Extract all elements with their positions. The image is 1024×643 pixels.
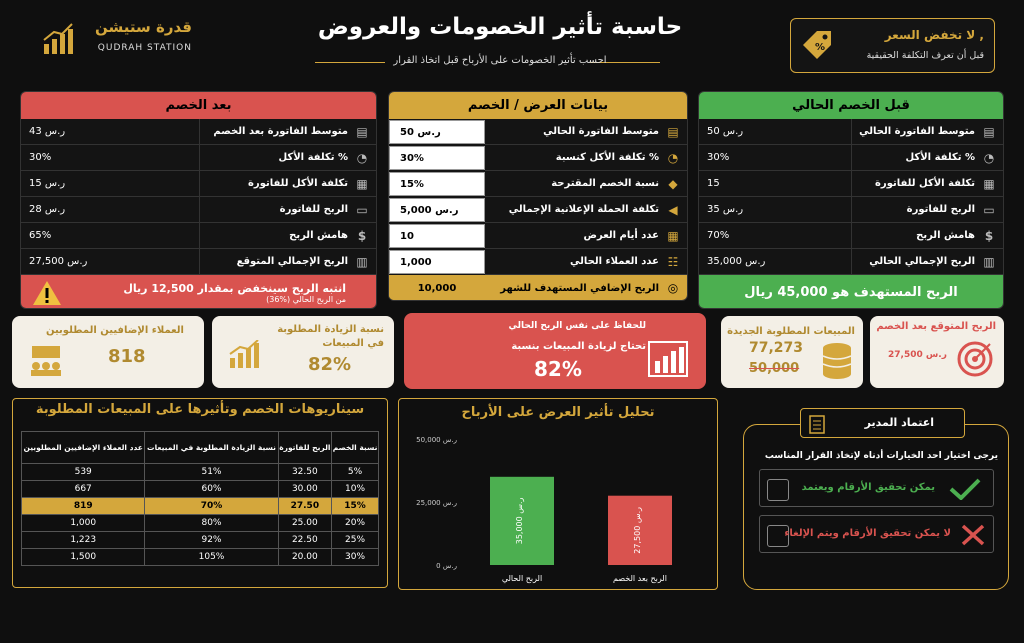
row-label: عدد العملاء الحالي	[570, 256, 659, 267]
category-label: الربح الحالي	[501, 574, 543, 583]
pie-icon: ◔	[983, 150, 995, 165]
cash-icon: ▭	[356, 202, 368, 217]
table-row	[21, 197, 376, 223]
table-cell: 32.50	[278, 464, 332, 481]
approve-checkbox[interactable]	[767, 479, 789, 501]
bars-icon: ▥	[356, 254, 368, 269]
offer-row	[389, 275, 687, 301]
offer-input[interactable]: 10	[389, 224, 485, 248]
offer-label-cell	[485, 171, 687, 197]
table-row	[21, 223, 376, 249]
megaphone-icon: ◀	[668, 202, 678, 217]
card-label: العملاء الإضافيين المطلوبين	[45, 325, 184, 336]
table-row	[21, 249, 376, 275]
column-header: الربح للفاتورة	[278, 432, 332, 464]
table-cell: 25%	[332, 532, 379, 549]
expected-profit-value: 27,500 ر.س	[888, 350, 947, 360]
pie-icon: ◔	[667, 150, 679, 165]
row-label: تكلفة الأكل %	[278, 152, 348, 163]
pie-icon: ◔	[356, 150, 368, 165]
sales-increase-value: 82%	[308, 354, 352, 375]
table-title: سيناريوهات الخصم وتأثيرها على المبيعات المطلوبة	[35, 402, 365, 417]
row-value: 28 ر.س	[29, 204, 66, 215]
row-label: الربح للفاتورة	[906, 204, 975, 215]
alert-triangle-icon	[31, 279, 63, 307]
table-header-row	[22, 432, 379, 464]
approval-title: اعتماد المدير	[864, 416, 934, 429]
panel-title: بعد الخصم	[21, 92, 376, 119]
row-label-cell	[199, 249, 377, 274]
table-cell: 667	[22, 481, 145, 498]
table-cell: 15%	[332, 498, 379, 515]
dollar-icon: $	[357, 228, 367, 243]
offer-label-cell	[485, 119, 687, 145]
table-row	[22, 481, 379, 498]
table-cell: 22.50	[278, 532, 332, 549]
column-header: عدد العملاء الإضافيين المطلوبين	[22, 432, 145, 464]
offer-label-cell	[485, 197, 687, 223]
offer-label-cell	[485, 145, 687, 171]
column-header: نسبة الزيادة المطلوبة في المبيعات	[145, 432, 278, 464]
table-cell: 1,500	[22, 549, 145, 566]
offer-input[interactable]: 10,000	[389, 276, 485, 300]
table-row	[22, 498, 379, 515]
table-row	[699, 145, 1003, 171]
approval-prompt: يرجى اختيار احد الخيارات أدناه لإتخاذ القرار المناسب	[764, 451, 998, 461]
offer-input[interactable]: 1,000	[389, 250, 485, 274]
table-cell: 5%	[332, 464, 379, 481]
offer-row	[389, 171, 687, 197]
row-value: 15	[707, 178, 720, 189]
row-label: متوسط الفاتورة بعد الخصم	[213, 126, 348, 137]
offer-input[interactable]: 5,000 ر.س	[389, 198, 485, 222]
row-value: 50 ر.س	[707, 126, 744, 137]
row-label-cell	[199, 119, 377, 144]
row-label-cell	[851, 223, 1003, 248]
page-subtitle: احسب تأثير الخصومات على الأرباح قبل اتخاذ القرار	[393, 55, 607, 66]
before-discount-panel	[698, 91, 1004, 309]
offer-label-cell	[485, 249, 687, 275]
bar-value-label: 35,000 ر.س	[515, 497, 524, 545]
invoice-icon: ▤	[667, 124, 679, 139]
invoice-icon: ▤	[356, 124, 368, 139]
table-cell: 51%	[145, 464, 278, 481]
row-value: 15 ر.س	[29, 178, 66, 189]
row-label: نسبة الخصم المقترحة	[551, 178, 659, 189]
row-value: 30%	[707, 152, 730, 163]
highlight-value: 82%	[534, 357, 582, 381]
panel-title: قبل الخصم الحالي	[699, 92, 1003, 119]
chart-icon	[648, 341, 688, 377]
extra-customers-card	[12, 316, 204, 388]
cash-icon: ▭	[983, 202, 995, 217]
bar-chart	[399, 425, 717, 589]
row-label: الربح الإجمالي المتوقع	[236, 256, 348, 267]
row-label: تكلفة الأكل كنسبة %	[555, 152, 659, 163]
page-title: حاسبة تأثير الخصومات والعروض	[317, 14, 683, 40]
table-row	[21, 145, 376, 171]
row-label: تكلفة الحملة الإعلانية الإجمالي	[508, 204, 659, 215]
scenario-table-panel	[12, 398, 388, 588]
table-cell: 819	[22, 498, 145, 515]
alert-subtitle: (36%) من الربح الحالي	[266, 294, 346, 304]
row-value: 65%	[29, 230, 52, 241]
row-label: الربح للفاتورة	[279, 204, 348, 215]
warning-subtitle: قبل أن تعرف التكلفة الحقيقية	[866, 50, 984, 61]
table-row	[699, 249, 1003, 275]
bar-value-label: 27,500 ر.س	[633, 506, 642, 554]
scenario-table	[21, 431, 379, 566]
card-label: المبيعات المطلوبة الجديدة	[727, 326, 855, 337]
category-label: الربح بعد الخصم	[613, 574, 667, 583]
offer-row	[389, 249, 687, 275]
row-label: تكلفة الأكل %	[905, 152, 975, 163]
y-tick-label: 25,000 ر.س	[416, 499, 457, 507]
clipboard-icon	[809, 414, 825, 434]
table-cell: 1,000	[22, 515, 145, 532]
table-cell: 10%	[332, 481, 379, 498]
growth-chart-icon	[42, 22, 76, 56]
table-cell: 30%	[332, 549, 379, 566]
manager-approval-panel	[743, 424, 1009, 590]
row-label: متوسط الفاتورة الحالي	[859, 126, 975, 137]
row-value: 35,000 ر.س	[707, 256, 766, 267]
offer-input[interactable]: 50 ر.س	[389, 120, 485, 144]
row-label: متوسط الفاتورة الحالي	[543, 126, 659, 137]
highlight-caption: للحفاظ على نفس الربح الحالي	[508, 321, 646, 331]
row-label: الربح الإضافي المستهدف للشهر	[500, 282, 659, 294]
row-value: 27,500 ر.س	[29, 256, 88, 267]
row-label-cell	[199, 171, 377, 196]
offer-row	[389, 145, 687, 171]
table-row	[22, 464, 379, 481]
highlight-text: تحتاج لزيادة المبيعات بنسبة	[511, 341, 646, 352]
row-label-cell	[851, 249, 1003, 274]
price-warning	[790, 18, 995, 73]
row-value: 30%	[29, 152, 52, 163]
offer-row	[389, 119, 687, 145]
offer-row	[389, 197, 687, 223]
row-label-cell	[851, 119, 1003, 144]
tag-icon: ◆	[668, 176, 678, 191]
team-presentation-icon	[28, 344, 64, 376]
table-row	[699, 119, 1003, 145]
table-cell: 20.00	[278, 549, 332, 566]
row-label: الربح الإجمالي الحالي	[869, 256, 975, 267]
coin-stack-icon	[821, 342, 853, 380]
row-label: تكلفة الأكل للفاتورة	[248, 178, 348, 189]
table-cell: 30.00	[278, 481, 332, 498]
row-value: 70%	[707, 230, 730, 241]
logo-arabic: قدرة ستيشن	[95, 18, 192, 36]
price-tag-icon	[799, 27, 835, 63]
offer-data-panel	[388, 91, 688, 301]
column-header: نسبة الخصم	[332, 432, 379, 464]
table-cell: 105%	[145, 549, 278, 566]
close-icon	[961, 524, 985, 546]
table-row	[22, 549, 379, 566]
logo-english: QUDRAH STATION	[97, 43, 192, 53]
panel-title: بيانات العرض / الخصم	[389, 92, 687, 119]
customers-icon: ☷	[667, 254, 679, 269]
target-icon	[956, 340, 994, 378]
profit-chart-panel	[398, 398, 718, 590]
row-label: عدد أيام العرض	[583, 230, 659, 241]
food-icon: ▦	[983, 176, 995, 191]
offer-label-cell	[485, 223, 687, 249]
calendar-icon: ▦	[667, 228, 679, 243]
dollar-icon: $	[984, 228, 994, 243]
approval-title-tab	[800, 408, 965, 438]
profit-drop-alert	[21, 275, 376, 309]
card-label: الربح المتوقع بعد الخصم	[876, 321, 996, 332]
table-row	[22, 515, 379, 532]
row-value: 35 ر.س	[707, 204, 744, 215]
invoice-icon: ▤	[983, 124, 995, 139]
table-row	[22, 532, 379, 549]
row-label-cell	[851, 145, 1003, 170]
reject-label: لا يمكن تحقيق الأرقام ويتم الإلغاء	[784, 528, 951, 539]
table-row	[21, 119, 376, 145]
row-value: 43 ر.س	[29, 126, 66, 137]
after-discount-panel	[20, 91, 377, 309]
warning-title: لا تخفض السعر ,	[884, 28, 984, 42]
row-label-cell	[851, 171, 1003, 196]
row-label: هامش الربح	[289, 230, 348, 241]
check-icon	[949, 478, 981, 500]
growth-bars-icon	[228, 340, 260, 370]
table-cell: 1,223	[22, 532, 145, 549]
reject-option[interactable]	[759, 515, 994, 553]
food-icon: ▦	[356, 176, 368, 191]
target-profit-banner: الربح المستهدف هو 45,000 ريال	[699, 275, 1003, 309]
chart-title: تحليل تأثير العرض على الأرباح	[461, 405, 655, 420]
table-cell: 25.00	[278, 515, 332, 532]
approve-option[interactable]	[759, 469, 994, 507]
row-label: هامش الربح	[916, 230, 975, 241]
row-label: تكلفة الأكل للفاتورة	[875, 178, 975, 189]
new-sales-value: 77,273	[749, 340, 804, 356]
table-cell: 60%	[145, 481, 278, 498]
table-row	[699, 171, 1003, 197]
table-row	[699, 197, 1003, 223]
table-cell: 27.50	[278, 498, 332, 515]
new-sales-card	[721, 316, 863, 388]
row-label-cell	[199, 145, 377, 170]
old-sales-value: 50,000	[749, 361, 800, 376]
approve-label: يمكن تحقيق الأرقام ويعتمد	[801, 482, 935, 493]
table-cell: 92%	[145, 532, 278, 549]
y-tick-label: 50,000 ر.س	[416, 436, 457, 444]
offer-input[interactable]: 30%	[389, 146, 485, 170]
offer-row	[389, 223, 687, 249]
table-cell: 20%	[332, 515, 379, 532]
extra-customers-value: 818	[108, 346, 146, 367]
sales-increase-card	[212, 316, 394, 388]
svg-text:%: %	[815, 42, 826, 53]
bars-icon: ▥	[983, 254, 995, 269]
sales-increase-highlight	[404, 313, 706, 389]
y-tick-label: ر.س 0	[436, 562, 457, 570]
row-label-cell	[199, 223, 377, 248]
expected-profit-card	[870, 316, 1004, 388]
row-label-cell	[851, 197, 1003, 222]
brand-logo	[42, 18, 192, 62]
table-cell: 70%	[145, 498, 278, 515]
card-label: نسبة الزيادة المطلوبة في المبيعات	[277, 324, 384, 349]
table-row	[21, 171, 376, 197]
row-label-cell	[199, 197, 377, 222]
offer-input[interactable]: 15%	[389, 172, 485, 196]
table-row	[699, 223, 1003, 249]
table-cell: 539	[22, 464, 145, 481]
offer-label-cell	[485, 275, 687, 301]
target-icon: ◎	[667, 281, 679, 295]
table-cell: 80%	[145, 515, 278, 532]
alert-title: انتبه الربح سينخفض بمقدار 12,500 ريال	[123, 281, 346, 295]
